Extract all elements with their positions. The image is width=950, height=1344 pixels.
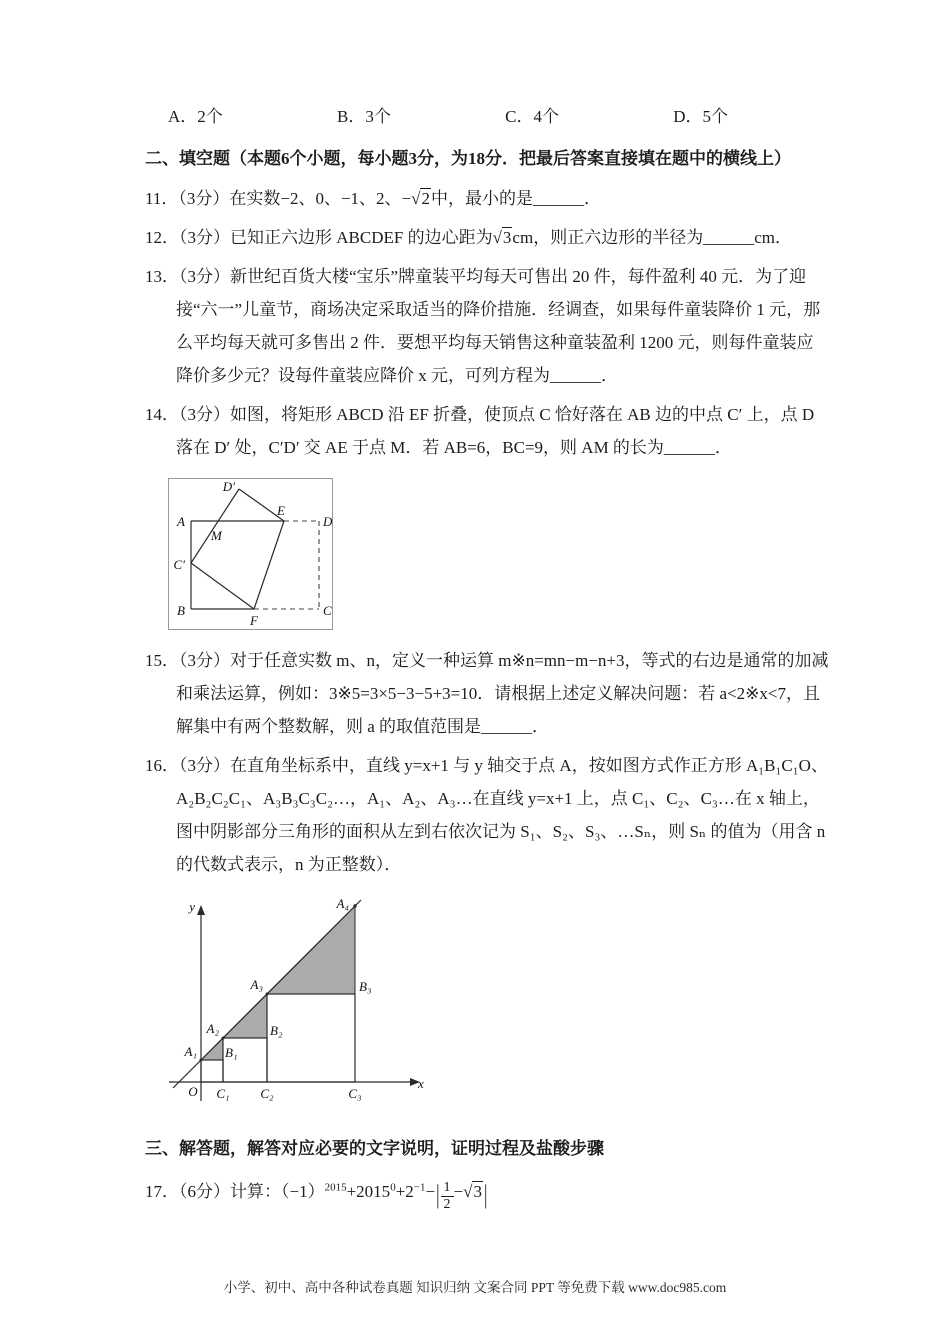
- label-b1: B₁: [225, 1045, 238, 1060]
- radical-sign: √: [492, 228, 502, 247]
- q14-figure-canvas: [169, 479, 332, 629]
- label-c2: C₂: [260, 1086, 274, 1101]
- q17-text-5: −: [453, 1182, 464, 1201]
- point-a4: [353, 904, 356, 907]
- fraction-numerator: 1: [441, 1180, 454, 1197]
- q16-figure-canvas: [159, 897, 429, 1107]
- q12-text-1: 12．（3分）已知正六边形 ABCDEF 的边心距为: [145, 228, 493, 247]
- point-a2: [222, 1037, 225, 1040]
- square-1: [201, 1060, 223, 1082]
- radicand: 3: [473, 1182, 482, 1201]
- q12-text-2: cm，则正六边形的半径为______cm．: [512, 228, 792, 247]
- exponent-0: 0: [390, 1181, 396, 1194]
- q11-text-2: 中，最小的是______．: [430, 189, 601, 208]
- radicand: 3: [502, 228, 512, 247]
- q17-text-1: 17．（6分）计算：（−1）: [145, 1182, 325, 1201]
- question-16: [145, 749, 829, 881]
- exponent-neg-1: −1: [413, 1181, 426, 1194]
- question-12: [145, 221, 829, 254]
- section-answer-title: 三、解答题，解答对应必要的文字说明，证明过程及盐酸步骤: [145, 1139, 604, 1158]
- label-b: B: [177, 603, 185, 618]
- page-footer: 小学、初中、高中各种试卷真题 知识归纳 文案合同 PPT 等免费下载 www.doc985.com: [223, 1280, 727, 1295]
- q11-text-1: 11．（3分）在实数−2、0、−1、2、−: [145, 189, 412, 208]
- point-a3: [266, 993, 269, 996]
- label-c3: C₃: [348, 1086, 362, 1101]
- label-m: M: [211, 528, 222, 543]
- label-a: A: [177, 514, 185, 529]
- label-b2: B₂: [270, 1023, 283, 1038]
- edge-Cprime-F: [191, 563, 254, 609]
- label-a4: A₄: [336, 897, 349, 911]
- question-17: [145, 1175, 829, 1213]
- abs-bar-right: |: [483, 1179, 488, 1210]
- q13-text: 13．（3分）新世纪百货大楼“宝乐”牌童装平均每天可售出 20 件，每件盈利 40 元．为了迎接“六一”儿童节，商场决定采取适当的降价措施．经调查，如果每件童装降价 1 元，那么平均每天就可多售出 2 件．要想平均每天销售这种童装盈利 1200 元，则每件童装应降价多少元？设每件童装应降价 x 元，可列方程为______．: [145, 267, 821, 385]
- label-c: C: [323, 603, 332, 618]
- sqrt-expression: [463, 1181, 483, 1201]
- label-x-axis: x: [418, 1076, 424, 1091]
- label-c-prime: C′: [173, 557, 185, 572]
- question-13: [145, 260, 829, 392]
- label-a3: A₃: [250, 977, 263, 992]
- choice-d: D．5个: [673, 107, 728, 126]
- q17-text-4: −: [425, 1182, 436, 1201]
- exponent-2015: 2015: [324, 1181, 347, 1194]
- question-14: [145, 398, 829, 464]
- q17-text-3: +2: [395, 1182, 414, 1201]
- question-11: [145, 182, 829, 215]
- choice-c: C．4个: [505, 107, 559, 126]
- label-b3: B₃: [359, 979, 372, 994]
- label-origin: O: [188, 1084, 198, 1099]
- q14-figure: [168, 478, 333, 630]
- point-a1: [200, 1059, 203, 1062]
- radical-sign: √: [411, 189, 421, 208]
- q16-text: 16．（3分）在直角坐标系中，直线 y=x+1 与 y 轴交于点 A，按如图方式作正方形 A₁B₁C₁O、A₂B₂C₂C₁、A₃B₃C₃C₂…，A₁、A₂、A₃…在直线 y=x+1 上，点 C₁、C₂、C₃…在 x 轴上，图中阴影部分三角形的面积从左到右依次记为 S₁、S₂、S₃、…Sₙ，则 Sₙ 的值为（用含 n 的代数式表示，n 为正整数）．: [145, 756, 828, 874]
- fold-line-EF: [254, 521, 284, 609]
- q16-figure: [159, 897, 429, 1107]
- page-content: [145, 0, 829, 1213]
- square-3: [267, 994, 355, 1082]
- label-y-axis: y: [189, 899, 195, 914]
- label-e: E: [277, 503, 285, 518]
- fraction-denominator: 2: [443, 1197, 451, 1212]
- answer-choices-row: [168, 100, 728, 133]
- q14-text: 14．（3分）如图，将矩形 ABCD 沿 EF 折叠，使顶点 C 恰好落在 AB 边的中点 C′ 上，点 D 落在 D′ 处，C′D′ 交 AE 于点 M．若 AB=6，BC=9，则 AM 的长为______．: [145, 405, 815, 457]
- label-d-prime: D′: [222, 479, 235, 494]
- edge-Dprime-Cprime: [191, 489, 239, 563]
- choice-b: B．3个: [337, 107, 391, 126]
- label-a2: A₂: [206, 1021, 219, 1036]
- choice-a: A．2个: [168, 107, 223, 126]
- abs-bar-left: |: [436, 1179, 440, 1210]
- radicand: 2: [421, 189, 430, 208]
- q17-text-2: +2015: [346, 1182, 391, 1201]
- fraction-one-half: [441, 1180, 454, 1213]
- sqrt-expression: [411, 188, 431, 208]
- label-c1: C₁: [216, 1086, 230, 1101]
- section-fill-in-title: 二、填空题（本题6个小题，每小题3分，为18分．把最后答案直接填在题中的横线上）: [145, 149, 791, 168]
- question-15: [145, 644, 829, 743]
- label-d: D: [323, 514, 332, 529]
- radical-sign: √: [463, 1182, 473, 1201]
- label-f: F: [250, 613, 258, 628]
- q15-text: 15．（3分）对于任意实数 m、n，定义一种运算 m※n=mn−m−n+3，等式的右边是通常的加减和乘法运算，例如：3※5=3×5−3−5+3=10．请根据上述定义解决问题：若 a<2※x<7，且解集中有两个整数解，则 a 的取值范围是______．: [145, 651, 829, 736]
- y-axis-arrow: [197, 905, 205, 915]
- label-a1: A₁: [184, 1044, 197, 1059]
- sqrt-expression: [493, 227, 513, 247]
